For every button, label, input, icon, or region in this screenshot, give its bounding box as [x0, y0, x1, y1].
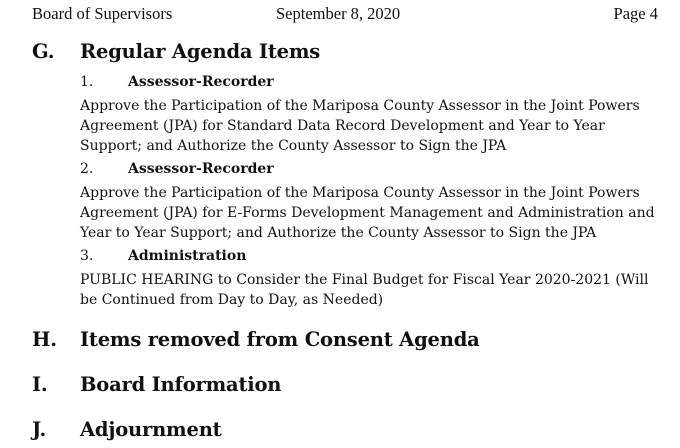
section-i-heading [32, 373, 281, 396]
agenda-item-2-heading [80, 161, 274, 177]
item-number: 1. [80, 74, 94, 90]
section-g-heading [32, 40, 320, 63]
header-page-number: Page 4 [613, 4, 658, 23]
section-title: Regular Agenda Items [80, 40, 321, 63]
section-letter: H. [32, 328, 57, 351]
section-title: Adjournment [80, 418, 222, 441]
item-category: Assessor-Recorder [128, 161, 274, 177]
agenda-item-1-heading [80, 74, 274, 90]
item-category: Administration [128, 248, 247, 264]
item-number: 2. [80, 161, 94, 177]
item-category: Assessor-Recorder [128, 74, 274, 90]
header-board-name: Board of Supervisors [32, 4, 173, 23]
section-title: Board Information [80, 373, 282, 396]
agenda-item-2-description: Approve the Participation of the Mariposa County Assessor in the Joint Powers Agreement (JPA) for E-Forms Development Management and Administration and Year to Year Support; and Authorize the County Assessor to Sign the JPA [80, 185, 655, 241]
agenda-item-1-description: Approve the Participation of the Mariposa County Assessor in the Joint Powers Agreement (JPA) for Standard Data Record Development and Year to Year Support; and Authorize the County Assessor to Sign the JPA [80, 98, 640, 154]
item-number: 3. [80, 248, 94, 264]
section-letter: G. [32, 40, 55, 63]
agenda-item-3-heading [80, 248, 246, 264]
section-letter: I. [32, 373, 48, 396]
section-title: Items removed from Consent Agenda [80, 328, 480, 351]
agenda-item-3-description: PUBLIC HEARING to Consider the Final Budget for Fiscal Year 2020-2021 (Will be Continued from Day to Day, as Needed) [80, 272, 649, 308]
header-date: September 8, 2020 [276, 4, 401, 23]
section-h-heading [32, 328, 480, 351]
section-letter: J. [32, 418, 47, 441]
page-header [32, 4, 658, 24]
section-j-heading [32, 418, 221, 441]
